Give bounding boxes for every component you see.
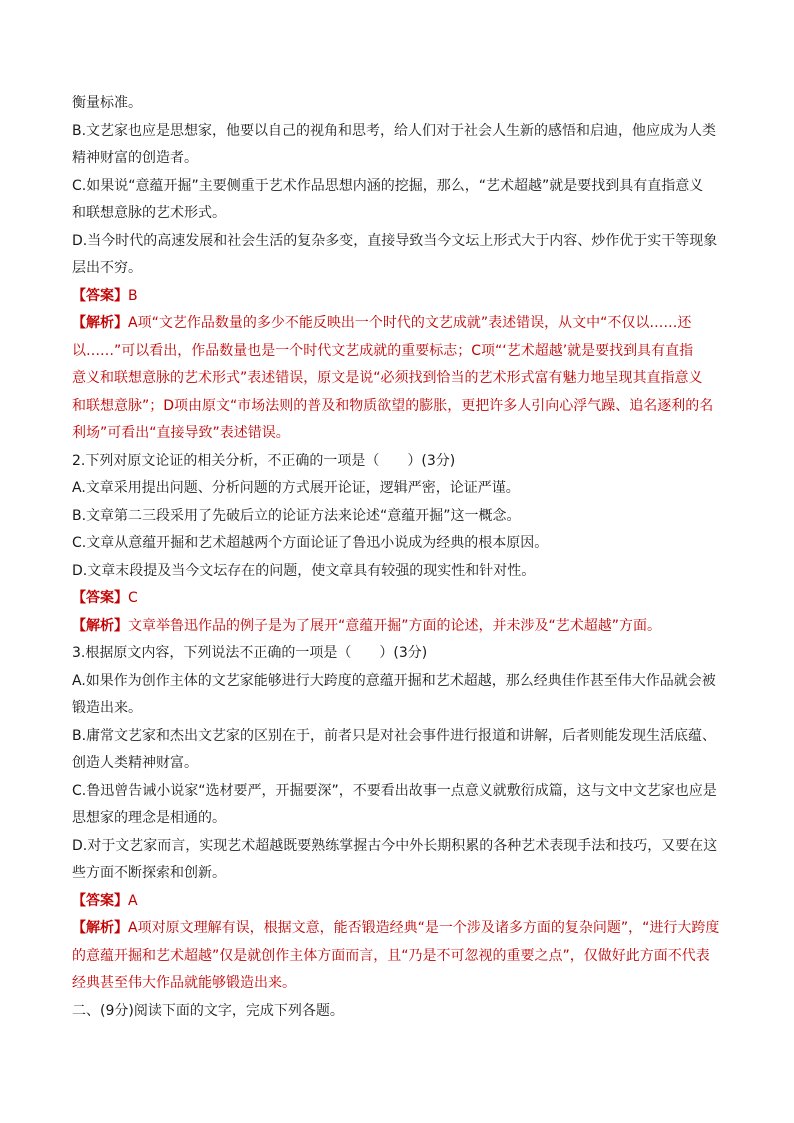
text-line bbox=[72, 530, 722, 558]
text-line bbox=[72, 723, 722, 751]
text-line bbox=[72, 888, 722, 916]
body-text: 精神财富的创造者。 bbox=[72, 150, 198, 166]
body-text: 些方面不断探索和创新。 bbox=[72, 865, 226, 881]
text-line bbox=[72, 833, 722, 861]
text-line bbox=[72, 503, 722, 531]
text-line bbox=[72, 283, 722, 311]
body-text: C.如果说“意蕴开掘”主要侧重于艺术作品思想内涵的挖掘，那么，“艺术超越”就是要找到具有直指意义 bbox=[72, 177, 704, 194]
body-text: B.文艺家也应是思想家，他要以自己的视角和思考，给人们对于社会人生新的感悟和启迪，他应成为人类 bbox=[72, 122, 717, 139]
text-line bbox=[72, 585, 722, 613]
body-text: C.文章从意蕴开掘和艺术超越两个方面论证了鲁迅小说成为经典的根本原因。 bbox=[72, 535, 549, 551]
body-text: D.对于文艺家而言，实现艺术超越既要熟练掌握古今中外长期积累的各种艺术表现手法和技巧，又要在这 bbox=[72, 837, 718, 854]
answer-text: 和联想意脉”；D项由原文“市场法则的普及和物质欲望的膨胀，更把许多人引向心浮气躁、追名逐利的名 bbox=[72, 397, 714, 414]
text-line bbox=[72, 118, 722, 146]
answer-text: A项“文艺作品数量的多少不能反映出一个时代的文艺成就”表述错误，从文中“不仅以……还 bbox=[128, 315, 692, 331]
answer-label: 【答案】 bbox=[72, 892, 128, 909]
text-line bbox=[72, 255, 722, 283]
answer-label: 【解析】 bbox=[72, 617, 128, 634]
body-text: A.文章采用提出问题、分析问题的方式展开论证，逻辑严密，论证严谨。 bbox=[72, 480, 520, 496]
text-line bbox=[72, 173, 722, 201]
answer-label: 【解析】 bbox=[72, 920, 128, 936]
body-text: 3.根据原文内容，下列说法不正确的一项是（ ）(3分) bbox=[72, 645, 428, 661]
answer-text: 文章举鲁迅作品的例子是为了展开“意蕴开掘”方面的论述，并未涉及“艺术超越”方面。 bbox=[128, 617, 662, 634]
text-line bbox=[72, 860, 722, 888]
document-body bbox=[72, 90, 722, 1025]
text-line bbox=[72, 640, 722, 668]
text-line bbox=[72, 90, 722, 118]
answer-text: B bbox=[128, 287, 138, 304]
answer-text: 意义和联想意脉的艺术形式”表述错误，原文是说“必须找到恰当的艺术形式富有魅力地呈现其直指意义 bbox=[72, 370, 703, 386]
body-text: 和联想意脉的艺术形式。 bbox=[72, 205, 226, 221]
body-text: A.如果作为创作主体的文艺家能够进行大跨度的意蕴开掘和艺术超越，那么经典佳作甚至伟大作品就会被 bbox=[72, 672, 716, 689]
answer-text: C bbox=[128, 590, 138, 606]
text-line bbox=[72, 475, 722, 503]
answer-label: 【答案】 bbox=[72, 287, 128, 304]
text-line bbox=[72, 558, 722, 586]
answer-label: 【答案】 bbox=[72, 590, 128, 606]
answer-text: A项对原文理解有误，根据文意，能否锻造经典“是一个涉及诸多方面的复杂问题”，“进行大跨度 bbox=[128, 920, 720, 936]
text-line bbox=[72, 970, 722, 998]
body-text: D.当今时代的高速发展和社会生活的复杂多变，直接导致当今文坛上形式大于内容、炒作优于实干等现象 bbox=[72, 232, 718, 249]
body-text: 2.下列对原文论证的相关分析，不正确的一项是（ ）(3分) bbox=[72, 452, 456, 469]
text-line bbox=[72, 943, 722, 971]
answer-text: A bbox=[128, 892, 138, 909]
text-line bbox=[72, 228, 722, 256]
body-text: 思想家的理念是相通的。 bbox=[72, 810, 226, 826]
body-text: 锻造出来。 bbox=[72, 700, 142, 716]
text-line bbox=[72, 750, 722, 778]
text-line bbox=[72, 805, 722, 833]
answer-text: 以……”可以看出，作品数量也是一个时代文艺成就的重要标志；C项“‘艺术超越’就是要找到具有直指 bbox=[72, 342, 694, 359]
text-line bbox=[72, 145, 722, 173]
answer-text: 经典甚至伟大作品就能够锻造出来。 bbox=[72, 975, 296, 991]
body-text: C.鲁迅曾告诫小说家“选材要严，开掘要深”，不要看出故事一点意义就敷衍成篇，这与文中文艺家也应是 bbox=[72, 782, 717, 799]
text-line bbox=[72, 338, 722, 366]
text-line bbox=[72, 778, 722, 806]
body-text: B.文章第二三段采用了先破后立的论证方法来论述“意蕴开掘”这一概念。 bbox=[72, 507, 521, 524]
text-line bbox=[72, 393, 722, 421]
text-line bbox=[72, 420, 722, 448]
body-text: 层出不穷。 bbox=[72, 260, 142, 276]
body-text: B.庸常文艺家和杰出文艺家的区别在于，前者只是对社会事件进行报道和讲解，后者则能发现生活底蕴、 bbox=[72, 727, 717, 744]
body-text: 衡量标准。 bbox=[72, 95, 142, 111]
text-line bbox=[72, 365, 722, 393]
text-line bbox=[72, 200, 722, 228]
text-line bbox=[72, 668, 722, 696]
text-line bbox=[72, 998, 722, 1026]
body-text: D.文章末段提及当今文坛存在的问题，使文章具有较强的现实性和针对性。 bbox=[72, 562, 536, 579]
text-line bbox=[72, 695, 722, 723]
text-line bbox=[72, 613, 722, 641]
text-line bbox=[72, 448, 722, 476]
text-line bbox=[72, 310, 722, 338]
body-text: 创造人类精神财富。 bbox=[72, 755, 198, 771]
answer-label: 【解析】 bbox=[72, 315, 128, 331]
answer-text: 的意蕴开掘和艺术超越”仅是就创作主体方面而言，且“乃是不可忽视的重要之点”，仅做好此方面不代表 bbox=[72, 947, 710, 964]
text-line bbox=[72, 915, 722, 943]
body-text: 二、(9分)阅读下面的文字，完成下列各题。 bbox=[72, 1002, 344, 1019]
answer-text: 利场”可看出“直接导致”表述错误。 bbox=[72, 425, 290, 441]
